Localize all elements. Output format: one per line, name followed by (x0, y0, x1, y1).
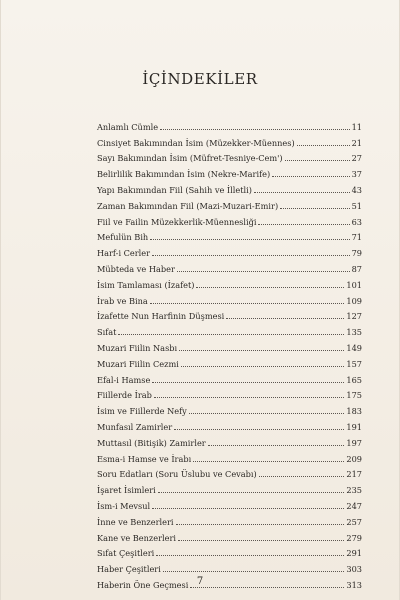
toc-entry (97, 132, 362, 148)
toc-entry (97, 464, 362, 480)
toc-entry-page: 11 (351, 121, 362, 132)
dot-leader (150, 303, 345, 304)
toc-entry-title: Sıfat (97, 327, 117, 338)
toc-entry-page: 303 (346, 564, 362, 575)
toc-entry-page: 257 (346, 516, 362, 527)
toc-entry-page: 71 (351, 232, 362, 243)
toc-entry-page: 157 (346, 358, 362, 369)
toc-entry (97, 306, 362, 322)
toc-entry (97, 274, 362, 290)
dot-leader (196, 287, 344, 288)
dot-leader (189, 413, 345, 414)
dot-leader (176, 524, 345, 525)
dot-leader (152, 255, 350, 256)
toc-entry-title: İzafette Nun Harfinin Düşmesi (97, 311, 225, 322)
toc-entry-page: 63 (351, 216, 362, 227)
toc-entry-title: Muttasıl (Bitişik) Zamirler (97, 437, 206, 448)
toc-entry-page: 127 (346, 311, 362, 322)
toc-entry-page: 197 (346, 437, 362, 448)
toc-entry (97, 432, 362, 448)
toc-entry-page: 21 (351, 137, 362, 148)
toc-entry (97, 179, 362, 195)
toc-entry (97, 353, 362, 369)
toc-entry-title: Esma-i Hamse ve İrabı (97, 453, 192, 464)
toc-entry (97, 416, 362, 432)
toc-entry-title: İsim Tamlaması (İzafet) (97, 279, 195, 290)
dot-leader (190, 587, 344, 588)
toc-heading: İÇİNDEKİLER (142, 70, 258, 88)
toc-entry (97, 242, 362, 258)
toc-entry-page: 149 (346, 342, 362, 353)
toc-entry (97, 527, 362, 543)
toc-entry-title: Belirlilik Bakımından İsim (Nekre-Marife) (97, 169, 271, 180)
toc-entry-title: Fiil ve Failin Müzekkerlik-Müennesliği (97, 216, 257, 227)
dot-leader (178, 540, 344, 541)
dot-leader (163, 571, 345, 572)
toc-entry-title: Zaman Bakımından Fiil (Mazi-Muzari-Emir) (97, 200, 279, 211)
toc-entry-title: Kane ve Benzerleri (97, 532, 176, 543)
toc-entry-title: Fiillerde İrab (97, 390, 152, 401)
toc-entry-page: 183 (346, 406, 362, 417)
toc-entry-title: İnne ve Benzerleri (97, 516, 174, 527)
toc-entry-title: Cinsiyet Bakımından İsim (Müzekker-Müennes) (97, 137, 295, 148)
toc-entry (97, 258, 362, 274)
dot-leader (208, 445, 345, 446)
toc-entry-title: Anlamlı Cümle (97, 121, 159, 132)
toc-entry (97, 290, 362, 306)
dot-leader (154, 397, 344, 398)
toc-entry-title: Munfasıl Zamirler (97, 421, 173, 432)
toc-entry-page: 109 (346, 295, 362, 306)
toc-entry-page: 43 (351, 184, 362, 195)
toc-entry (97, 337, 362, 353)
toc-entry-page: 101 (346, 279, 362, 290)
dot-leader (179, 350, 344, 351)
dot-leader (226, 318, 344, 319)
toc-entry-title: Sayı Bakımından İsim (Müfret-Tesniye-Cem') (97, 153, 283, 164)
toc-entry (97, 543, 362, 559)
toc-entry-title: İsm-i Mevsul (97, 500, 151, 511)
toc-entry (97, 211, 362, 227)
toc-entry (97, 227, 362, 243)
toc-entry-page: 51 (351, 200, 362, 211)
toc-entry-page: 175 (346, 390, 362, 401)
toc-entry-title: Soru Edatları (Soru Üslubu ve Cevabı) (97, 469, 257, 480)
toc-entry-title: Mefulün Bih (97, 232, 149, 243)
toc-entry (97, 163, 362, 179)
dot-leader (297, 145, 350, 146)
toc-entry-page: 165 (346, 374, 362, 385)
toc-entry-page: 191 (346, 421, 362, 432)
toc-entry (97, 369, 362, 385)
toc-entry-title: Harf-i Cerler (97, 248, 151, 259)
toc-entry (97, 195, 362, 211)
toc-list (97, 116, 362, 590)
toc-entry-page: 235 (346, 485, 362, 496)
toc-entry-page: 79 (351, 248, 362, 259)
dot-leader (285, 160, 350, 161)
toc-entry-title: İsim ve Fiillerde Nefy (97, 406, 187, 417)
dot-leader (158, 492, 345, 493)
toc-entry-title: Haber Çeşitleri (97, 564, 161, 575)
toc-entry-page: 209 (346, 453, 362, 464)
toc-entry (97, 321, 362, 337)
toc-entry (97, 116, 362, 132)
dot-leader (258, 224, 349, 225)
dot-leader (193, 461, 344, 462)
toc-entry (97, 148, 362, 164)
dot-leader (177, 271, 350, 272)
dot-leader (118, 334, 344, 335)
toc-entry-title: Sıfat Çeşitleri (97, 548, 155, 559)
toc-entry-title: Muzari Fiilin Nasbı (97, 342, 178, 353)
dot-leader (152, 382, 344, 383)
toc-entry-page: 247 (346, 500, 362, 511)
toc-entry-page: 217 (346, 469, 362, 480)
dot-leader (280, 208, 349, 209)
toc-entry-title: Muzari Fiilin Cezmi (97, 358, 179, 369)
dot-leader (156, 555, 344, 556)
toc-entry (97, 448, 362, 464)
toc-entry (97, 511, 362, 527)
dot-leader (152, 508, 344, 509)
toc-entry-title: Efal-i Hamse (97, 374, 151, 385)
toc-entry (97, 400, 362, 416)
toc-entry-title: Mübteda ve Haber (97, 263, 175, 274)
page-number: 7 (196, 576, 204, 587)
toc-entry (97, 558, 362, 574)
toc-entry (97, 479, 362, 495)
dot-leader (174, 429, 344, 430)
toc-entry-page: 37 (351, 169, 362, 180)
dot-leader (254, 192, 350, 193)
toc-entry (97, 495, 362, 511)
toc-entry-page: 27 (351, 153, 362, 164)
toc-entry-page: 135 (346, 327, 362, 338)
dot-leader (259, 476, 345, 477)
toc-entry (97, 385, 362, 401)
toc-entry-page: 279 (346, 532, 362, 543)
dot-leader (150, 239, 349, 240)
toc-entry-page: 313 (346, 579, 362, 590)
toc-entry-title: İşaret İsimleri (97, 485, 156, 496)
toc-entry-page: 291 (346, 548, 362, 559)
toc-entry-title: Haberin Öne Geçmesi (97, 579, 189, 590)
dot-leader (181, 366, 345, 367)
toc-entry-title: Yapı Bakımından Fiil (Sahih ve İlletli) (97, 184, 252, 195)
toc-entry-title: İrab ve Bina (97, 295, 148, 306)
dot-leader (160, 129, 350, 130)
dot-leader (272, 176, 349, 177)
toc-entry-page: 87 (351, 263, 362, 274)
